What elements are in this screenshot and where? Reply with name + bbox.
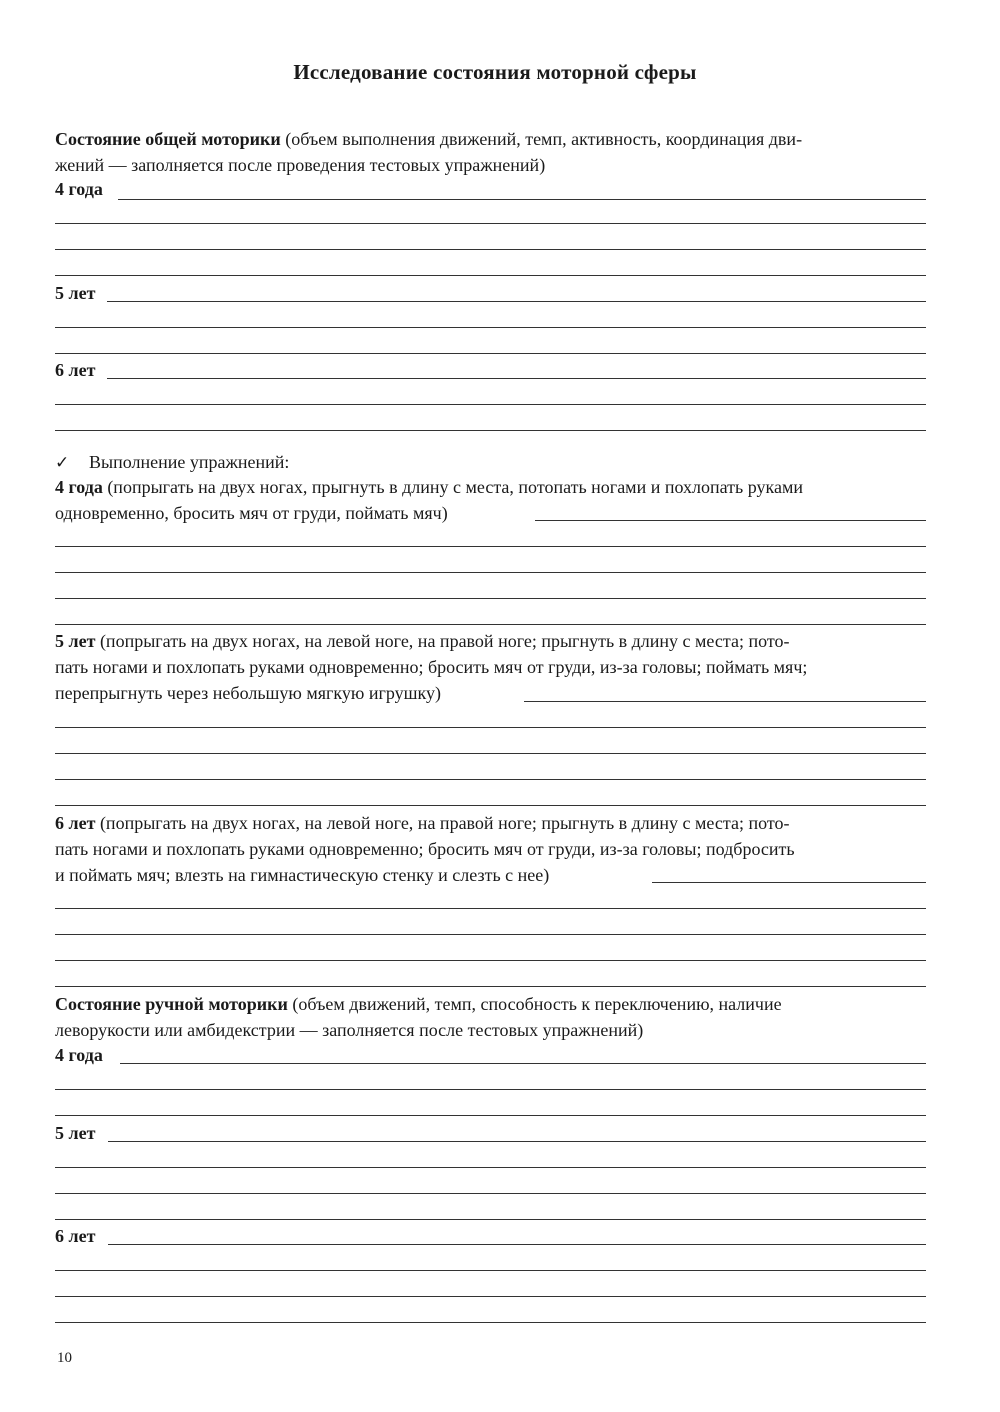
answer-line[interactable] [55,753,926,754]
answer-line[interactable] [535,520,926,521]
answer-line[interactable] [55,727,926,728]
general-age-4-label: 4 года [55,179,103,199]
answer-line[interactable] [55,1115,926,1116]
manual-age-6-label: 6 лет [55,1226,96,1246]
answer-line[interactable] [55,1089,926,1090]
exercises-heading-text: Выполнение упражнений: [89,452,290,472]
manual-motor-desc-line2: леворукости или амбидекстрии — заполняется после тестовых упражнений) [55,1020,644,1040]
answer-line[interactable] [55,779,926,780]
answer-line[interactable] [55,1322,926,1323]
manual-age-4-label: 4 года [55,1045,103,1065]
exercise-age6-label: 6 лет [55,813,96,833]
checkmark-icon: ✓ [55,453,70,473]
answer-line[interactable] [55,1270,926,1271]
exercise-age5-line1: (попрыгать на двух ногах, на левой ноге, на правой ноге; прыгнуть в длину с места; пото- [95,631,790,651]
exercise-age6-description [55,810,933,888]
answer-line[interactable] [55,624,926,625]
answer-line[interactable] [55,223,926,224]
general-age-6-label: 6 лет [55,360,96,380]
answer-line[interactable] [55,353,926,354]
answer-line[interactable] [55,908,926,909]
answer-line[interactable] [55,572,926,573]
general-motor-description [55,126,933,178]
answer-line[interactable] [55,1193,926,1194]
exercise-age5-line3: перепрыгнуть через небольшую мягкую игрушку) [55,683,441,703]
answer-line[interactable] [120,1063,926,1064]
answer-line[interactable] [55,275,926,276]
answer-line[interactable] [55,960,926,961]
answer-line[interactable] [107,378,926,379]
exercises-heading [55,449,289,476]
general-motor-desc-line2: жений — заполняется после проведения тестовых упражнений) [55,155,546,175]
answer-line[interactable] [55,546,926,547]
answer-line[interactable] [108,1141,926,1142]
answer-line[interactable] [55,327,926,328]
manual-motor-desc-line1: (объем движений, темп, способность к переключению, наличие [287,994,782,1014]
answer-line[interactable] [118,199,926,200]
answer-line[interactable] [55,1167,926,1168]
exercise-age5-line2: пать ногами и похлопать руками одновременно; бросить мяч от груди, из-за головы; поймать мяч; [55,657,808,677]
general-motor-desc-line1: (объем выполнения движений, темп, активность, координация дви- [280,129,803,149]
exercise-age5-label: 5 лет [55,631,96,651]
manual-motor-description [55,991,933,1043]
page-title: Исследование состояния моторной сферы [293,60,697,84]
exercise-age4-description [55,474,933,526]
general-motor-heading: Состояние общей моторики [55,129,281,149]
answer-line[interactable] [55,1296,926,1297]
answer-line[interactable] [107,301,926,302]
general-age-5-label: 5 лет [55,283,96,303]
answer-line[interactable] [55,934,926,935]
page-number: 10 [57,1350,72,1366]
answer-line[interactable] [55,598,926,599]
answer-line[interactable] [55,249,926,250]
manual-motor-heading: Состояние ручной моторики [55,994,288,1014]
answer-line[interactable] [108,1244,926,1245]
exercise-age4-label: 4 года [55,477,103,497]
answer-line[interactable] [55,1219,926,1220]
exercise-age4-line1: (попрыгать на двух ногах, прыгнуть в длину с места, потопать ногами и похлопать руками [102,477,803,497]
exercise-age5-description [55,628,933,706]
answer-line[interactable] [55,986,926,987]
manual-age-5-label: 5 лет [55,1123,96,1143]
answer-line[interactable] [55,805,926,806]
answer-line[interactable] [55,430,926,431]
answer-line[interactable] [652,882,926,883]
answer-line[interactable] [55,404,926,405]
exercise-age6-line1: (попрыгать на двух ногах, на левой ноге, на правой ноге; прыгнуть в длину с места; пото- [95,813,790,833]
exercise-age4-line2: одновременно, бросить мяч от груди, поймать мяч) [55,503,448,523]
exercise-age6-line2: пать ногами и похлопать руками одновременно; бросить мяч от груди, из-за головы; подбросить [55,839,795,859]
answer-line[interactable] [524,701,926,702]
exercise-age6-line3: и поймать мяч; влезть на гимнастическую стенку и слезть с нее) [55,865,550,885]
